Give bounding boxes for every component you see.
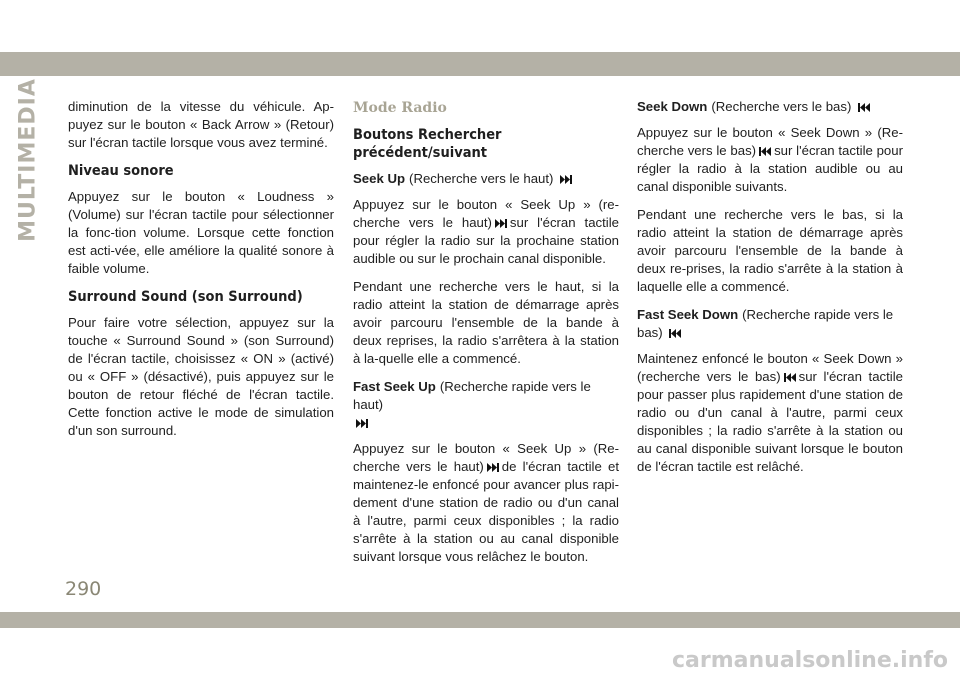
page-number: 290 (65, 578, 102, 600)
paragraph-seek-up: Appuyez sur le bouton « Seek Up » (re-cherche vers le haut) sur l'écran tactile pour régler la radio sur la prochaine station audible ou sur le prochain canal disponible. (353, 197, 619, 266)
seek-forward-icon (495, 219, 507, 228)
heading-mode-radio: Mode Radio (353, 100, 447, 116)
paragraph-pendant-bas: Pendant une recherche vers le bas, si la radio atteint la station de démarrage après avoir parcouru l'ensemble de la bande à deux re-prises, la radio s'arrête à la station à laquelle elle a commencé. (637, 207, 903, 294)
seek-forward-icon (487, 463, 499, 472)
section-label: MULTIMEDIA (15, 78, 41, 242)
paragraph-pendant-haut: Pendant une recherche vers le haut, si la radio atteint la station de démarrage après avoir parcouru l'ensemble de la bande à deux reprises, la radio s'arrêtera à la station à la-quelle elle a commencé. (353, 279, 619, 366)
footer-band (0, 612, 960, 628)
heading-surround: Surround Sound (son Surround) (68, 289, 303, 305)
seek-forward-icon (356, 419, 368, 428)
header-band (0, 52, 960, 76)
seek-down-desc: (Recherche vers le bas) (711, 99, 852, 114)
fast-seek-up-line (353, 378, 619, 432)
seek-back-icon (784, 373, 796, 382)
seek-up-line (353, 170, 619, 188)
watermark: carmanualsonline.info (672, 648, 948, 673)
seek-up-desc: (Recherche vers le haut) (409, 171, 554, 186)
column-3 (637, 98, 903, 486)
paragraph-fast-seek-up: Appuyez sur le bouton « Seek Up » (Re-cherche vers le haut) de l'écran tactile et maintenez-le enfoncé pour avancer plus rapi-dement d'une station de radio ou d'un canal à l'autre, parmi ceux disponibles ; la radio s'arrête à la station ou au canal disponible suivant lorsque vous relâchez le bouton. (353, 441, 619, 564)
column-2 (353, 98, 619, 576)
seek-back-icon (858, 103, 870, 112)
fast-seek-down-line (637, 306, 903, 342)
heading-niveau-sonore: Niveau sonore (68, 163, 174, 179)
paragraph-fast-seek-down: Maintenez enfoncé le bouton « Seek Down » (recherche vers le bas) sur l'écran tactile pour passer plus rapidement d'une station de radio ou d'un canal à l'autre, parmi ceux disponibles ; la radio s'arrête à la station ou au canal disponible suivant lorsque le bouton de l'écran tactile est relâché. (637, 351, 903, 474)
fast-seek-up-label: Fast Seek Up (353, 379, 436, 394)
seek-back-icon (669, 329, 681, 338)
heading-boutons-rechercher: Boutons Rechercher précédent/suivant (353, 127, 502, 161)
seek-back-icon (759, 147, 771, 156)
paragraph-vitesse: diminution de la vitesse du véhicule. Ap-puyez sur le bouton « Back Arrow » (Retour) sur l'écran tactile lorsque vous avez terminé. (68, 99, 334, 150)
seek-forward-icon (560, 175, 572, 184)
fast-seek-down-label: Fast Seek Down (637, 307, 739, 322)
seek-up-label: Seek Up (353, 171, 406, 186)
paragraph-niveau-sonore: Appuyez sur le bouton « Loudness » (Volume) sur l'écran tactile pour sélectionner la fonc-tion volume. Lorsque cette fonction est acti-vée, elle améliore la qualité sonore à faible volume. (68, 189, 334, 276)
seek-down-line (637, 98, 903, 116)
paragraph-surround: Pour faire votre sélection, appuyez sur la touche « Surround Sound » (son Surround) de l'écran tactile, choisissez « ON » (activé) ou « OFF » (désactivé), puis appuyez sur le bouton de retour fléché de l'écran tactile. Cette fonction active le mode de simulation d'un son surround. (68, 315, 334, 438)
fast-seek-up-desc: (Recherche rapide vers le haut) (353, 379, 591, 412)
column-1 (68, 98, 334, 450)
section-tab (8, 78, 48, 242)
seek-down-label: Seek Down (637, 99, 708, 114)
paragraph-seek-down: Appuyez sur le bouton « Seek Down » (Re-cherche vers le bas) sur l'écran tactile pour régler la radio à la station audible ou au canal disponible suivants. (637, 125, 903, 194)
fast-seek-down-desc: (Recherche rapide vers le bas) (637, 307, 894, 340)
